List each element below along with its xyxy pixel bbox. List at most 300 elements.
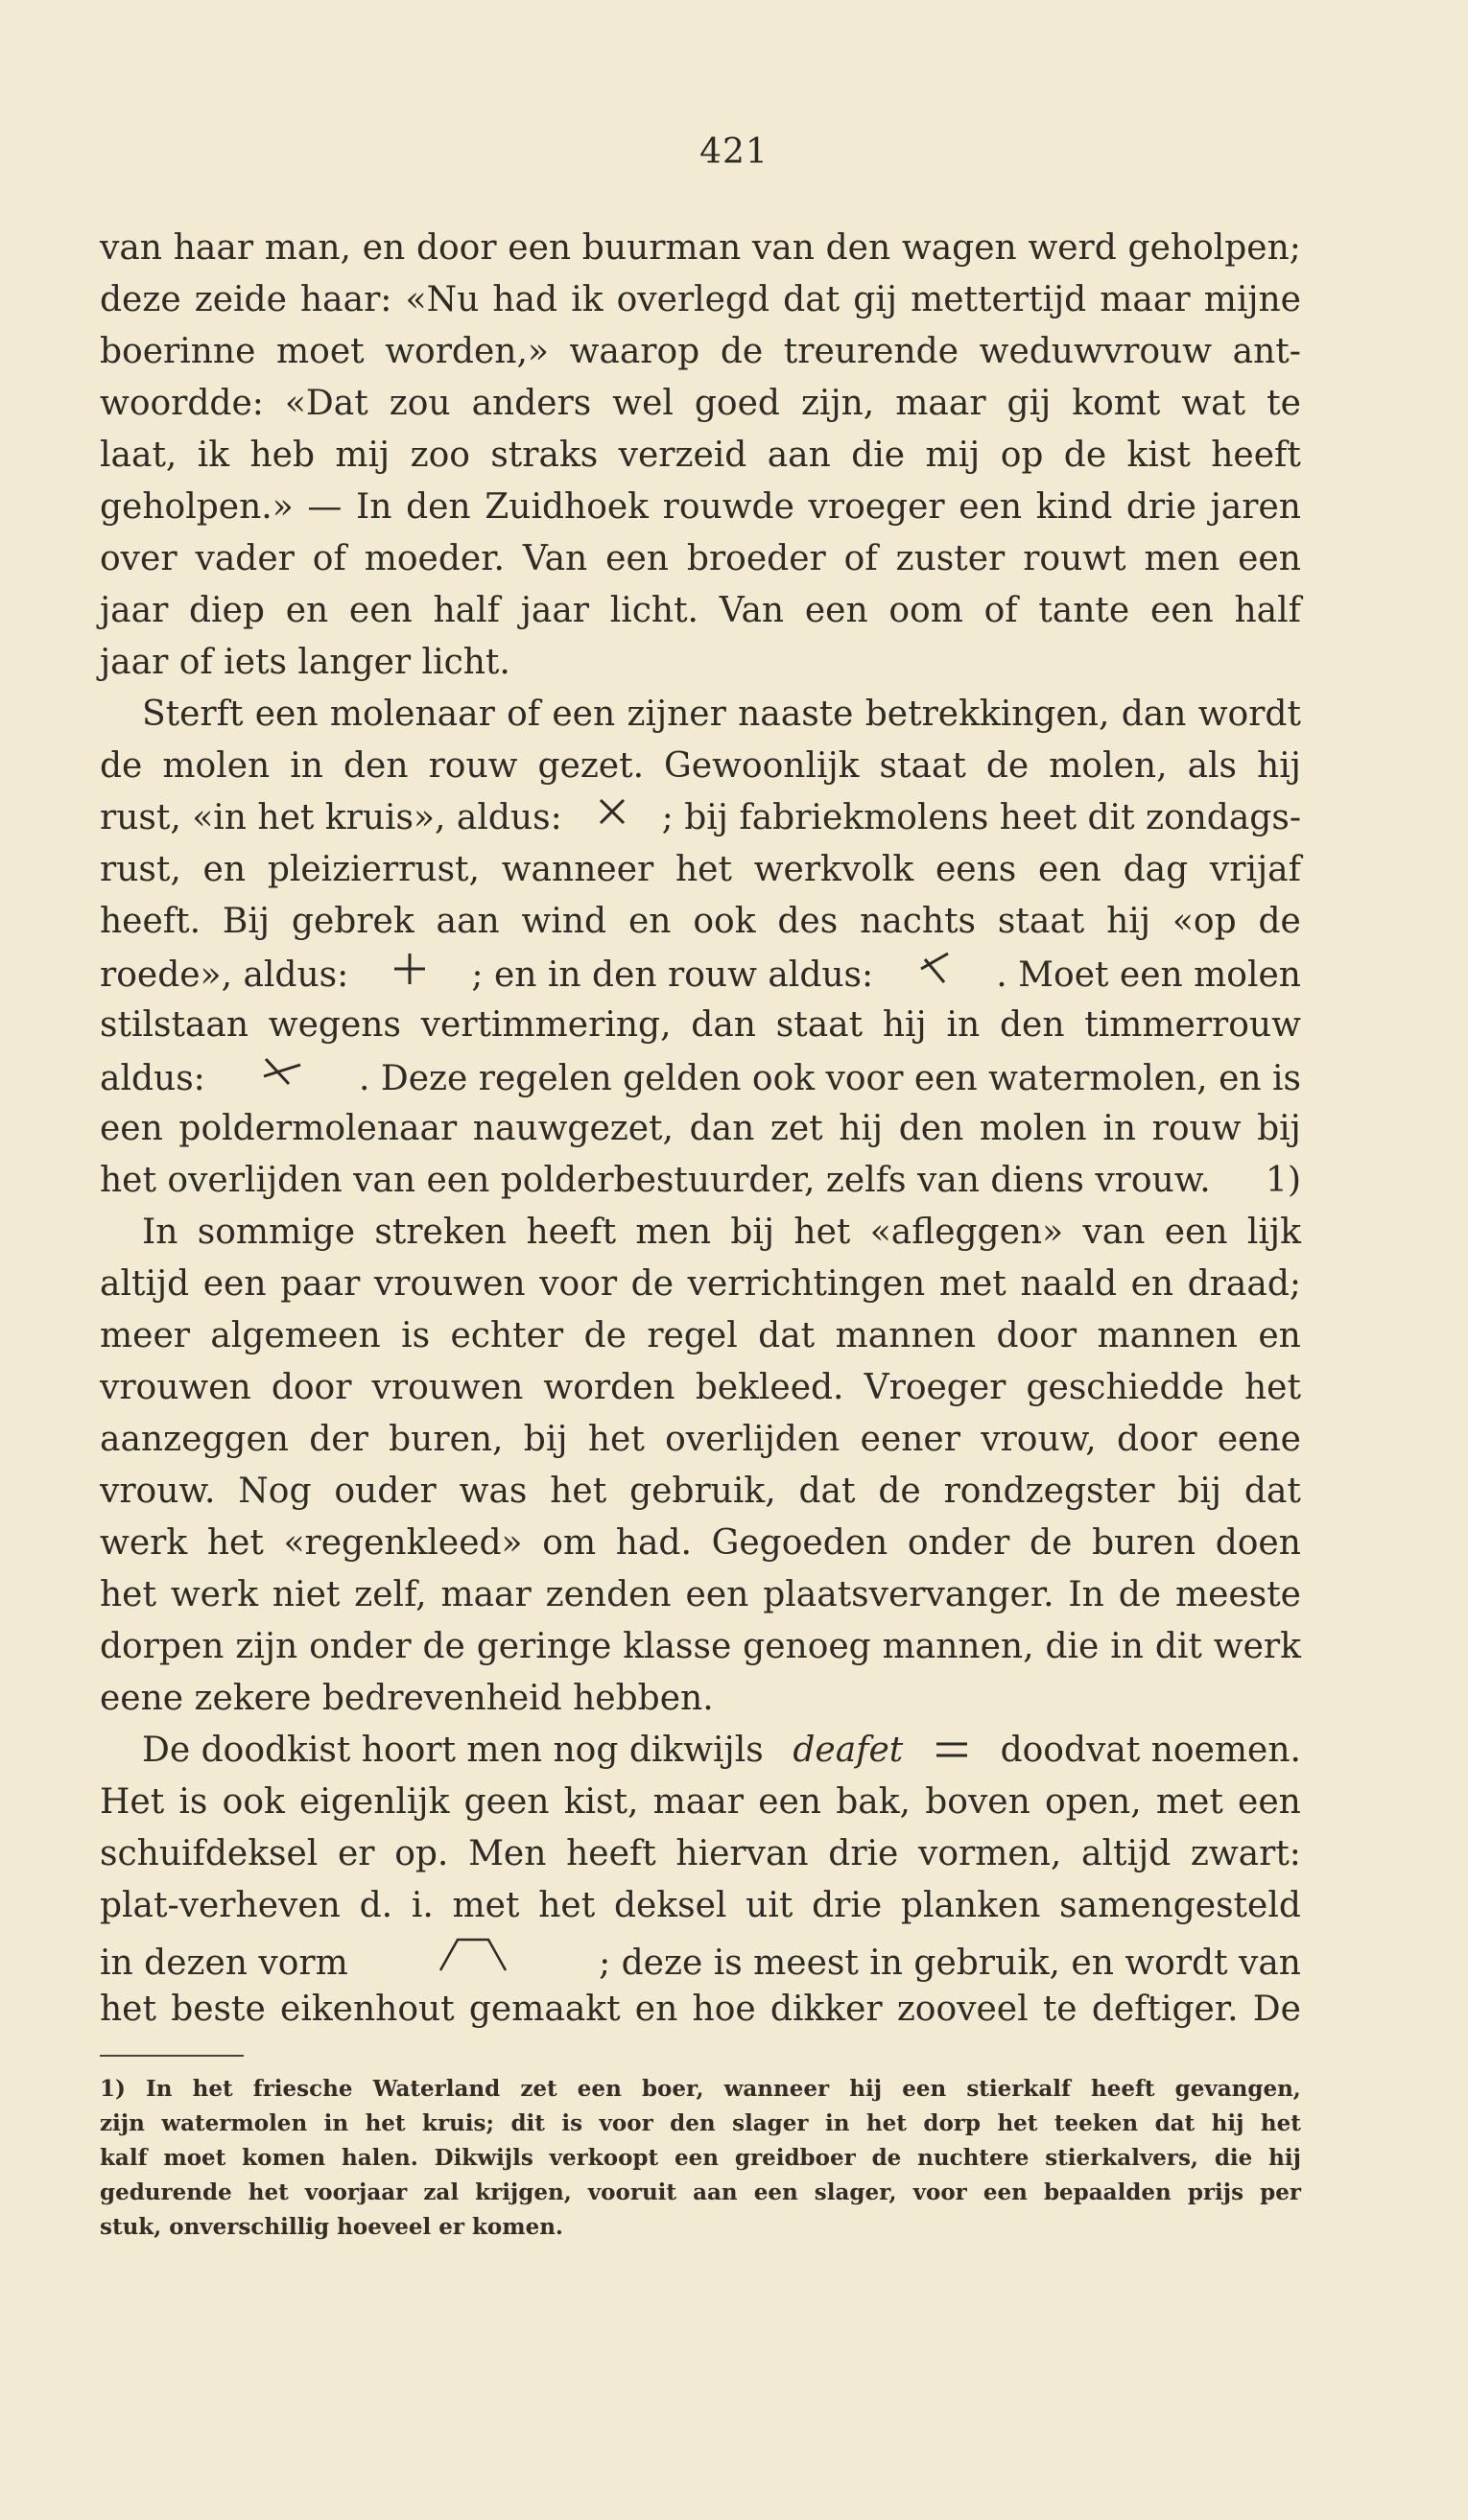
word: hij — [882, 1005, 927, 1045]
word: gezet. — [537, 746, 645, 786]
text-line-with-symbol — [100, 948, 1301, 1000]
word: het — [587, 1420, 645, 1459]
word: is — [561, 2110, 583, 2136]
word: werk — [170, 1575, 259, 1614]
word: ook — [222, 1782, 285, 1822]
word: In — [1068, 1575, 1104, 1614]
word: des — [777, 902, 839, 941]
word: bij — [730, 1213, 775, 1252]
word: staat — [879, 746, 966, 786]
word: van — [1082, 1213, 1146, 1252]
word: maar — [440, 1575, 532, 1614]
word: op. — [394, 1834, 449, 1873]
word: een — [1238, 539, 1301, 578]
word: oom — [888, 591, 963, 630]
word: de — [100, 746, 143, 786]
text-line — [100, 585, 1301, 637]
word: echter — [450, 1316, 564, 1355]
word: In — [356, 487, 392, 527]
footnote-line — [100, 2176, 1301, 2210]
word: zijn, — [800, 384, 875, 423]
word: dat — [1243, 1472, 1301, 1511]
word: molen — [162, 746, 271, 786]
word: plat-verheven — [100, 1886, 341, 1925]
word: hij — [849, 2076, 883, 2102]
word: voorjaar — [304, 2179, 408, 2205]
text-fragment: roede», aldus: — [100, 955, 349, 995]
word: die — [1045, 1627, 1100, 1666]
word: een — [1164, 1213, 1228, 1252]
word: dikker — [770, 1990, 883, 2029]
word: rust, — [100, 850, 181, 889]
word: overlegd — [616, 280, 770, 319]
word: komen — [242, 2145, 326, 2171]
word: genoeg — [743, 1627, 871, 1666]
word: hij — [1106, 902, 1150, 941]
word: beste — [171, 1990, 266, 2029]
word: dat — [783, 280, 841, 319]
word: Men — [468, 1834, 547, 1873]
word: en — [1258, 1316, 1301, 1355]
word: den — [343, 746, 409, 786]
word: drie — [1125, 487, 1196, 527]
text-fragment: rust, «in het kruis», aldus: — [100, 798, 562, 837]
word: het — [865, 2110, 907, 2136]
word: doen — [1215, 1523, 1301, 1563]
word: zet — [770, 1109, 823, 1148]
word: Van — [719, 591, 785, 630]
word: geschiedde — [1026, 1368, 1224, 1407]
word: prijs — [1187, 2179, 1244, 2205]
word: gevangen, — [1174, 2076, 1301, 2102]
text-fragment: doodvat noemen. — [1000, 1731, 1301, 1770]
word: rouwde — [662, 487, 794, 527]
word: den — [406, 487, 471, 527]
word: eene — [1217, 1420, 1301, 1459]
word: het — [1260, 2110, 1301, 2136]
body-text — [100, 223, 1301, 2036]
text-fragment: het overlijden van een polderbestuurder, zelfs van diens vrouw. — [100, 1161, 1211, 1200]
word: dag — [1123, 850, 1189, 889]
word: het — [192, 2076, 233, 2102]
text-line: eene zekere bedrevenheid hebben. — [100, 1679, 714, 1718]
text-line — [100, 274, 1301, 326]
word: zelf, — [354, 1575, 427, 1614]
word: den — [825, 228, 891, 268]
word: heeft — [566, 1834, 656, 1873]
word: aanzeggen — [100, 1420, 289, 1459]
word: slager — [732, 2110, 809, 2136]
word: poldermolenaar — [178, 1109, 458, 1148]
word: friesche — [252, 2076, 353, 2102]
word: vader — [195, 539, 295, 578]
footnote-line — [100, 2141, 1301, 2176]
word: greidboer — [734, 2145, 856, 2171]
text-line — [100, 482, 1301, 533]
word: man, — [264, 228, 351, 268]
word: ik — [571, 280, 604, 319]
word: het — [206, 1523, 264, 1563]
word: bak, — [836, 1782, 911, 1822]
word: een — [552, 695, 616, 734]
word: het — [793, 1213, 851, 1252]
word: wegens — [268, 1005, 401, 1045]
word: vertimmering, — [420, 1005, 672, 1045]
word: met — [938, 1264, 1006, 1304]
word: de — [1118, 1575, 1162, 1614]
text-line — [100, 1518, 1301, 1569]
word: nuchtere — [917, 2145, 1030, 2171]
word: mannen — [1097, 1316, 1238, 1355]
footnote-marker: 1) — [1266, 1161, 1301, 1200]
word: zooveel — [896, 1990, 1029, 2029]
footnote-line — [100, 2107, 1301, 2141]
text-line — [100, 896, 1301, 948]
word: heeft — [1091, 2076, 1155, 2102]
word: vooruit — [587, 2179, 677, 2205]
word: te — [1267, 384, 1301, 423]
word: zwart: — [1190, 1834, 1301, 1873]
word: «afleggen» — [869, 1213, 1064, 1252]
word: rouw — [1151, 1109, 1242, 1148]
word: aan — [436, 902, 500, 941]
word: ouder — [334, 1472, 437, 1511]
word: open, — [1045, 1782, 1142, 1822]
word: het — [365, 2110, 406, 2136]
word: door — [415, 228, 497, 268]
word: wel — [612, 384, 674, 423]
word: Bij — [222, 902, 271, 941]
word: zenden — [545, 1575, 672, 1614]
word: een — [675, 2145, 719, 2171]
word: te — [1042, 1990, 1077, 2029]
word: naald — [1020, 1264, 1117, 1304]
word: door — [271, 1368, 352, 1407]
word: ant- — [1232, 332, 1301, 371]
text-line — [100, 1207, 1301, 1259]
word: het — [100, 1575, 156, 1614]
word: hij — [1257, 746, 1301, 786]
text-fragment: in dezen vorm — [100, 1943, 348, 1983]
text-line — [100, 741, 1301, 792]
text-fragment: . Deze regelen gelden ook voor een watermolen, en is — [359, 1059, 1301, 1098]
text-line — [100, 1103, 1301, 1155]
word: planken — [900, 1886, 1041, 1925]
word: hij — [1268, 2145, 1301, 2171]
word: de — [720, 332, 764, 371]
coffin-lid-icon — [435, 1932, 511, 1974]
word: buren, — [389, 1420, 504, 1459]
word: 1) — [100, 2076, 126, 2102]
text-line-with-symbol — [100, 1051, 1301, 1103]
word: vormen, — [918, 1834, 1062, 1873]
word: per — [1260, 2179, 1301, 2205]
word: samengesteld — [1059, 1886, 1301, 1925]
word: een — [100, 1109, 163, 1148]
word: gebrek — [291, 902, 414, 941]
word: vrouw, — [981, 1420, 1097, 1459]
word: regel — [647, 1316, 738, 1355]
word: of — [312, 539, 346, 578]
word: woordde: — [100, 384, 264, 423]
word: komt — [1072, 384, 1161, 423]
word: i. — [411, 1886, 434, 1925]
word: kist, — [563, 1782, 639, 1822]
text-line: jaar of iets langer licht. — [100, 643, 510, 682]
word: een — [605, 539, 669, 578]
word: geringe — [476, 1627, 612, 1666]
word: gebruik, — [629, 1472, 776, 1511]
word: een — [577, 2076, 622, 2102]
text-line — [100, 1569, 1301, 1621]
word: aan — [693, 2179, 738, 2205]
word: heeft — [526, 1213, 617, 1252]
footnote-line — [100, 2072, 1301, 2107]
word: maar — [1100, 280, 1191, 319]
text-fragment: aldus: — [100, 1059, 205, 1098]
word: drie — [812, 1886, 883, 1925]
word: algemeen — [210, 1316, 381, 1355]
word: geholpen.» — [100, 487, 294, 527]
word: «regenkleed» — [283, 1523, 523, 1563]
word: Van — [522, 539, 588, 578]
word: gedurende — [100, 2179, 232, 2205]
word: over — [100, 539, 178, 578]
word: streken — [374, 1213, 508, 1252]
word: half — [1234, 591, 1301, 630]
word: werk — [100, 1523, 188, 1563]
word: een — [983, 2179, 1028, 2205]
word: zuster — [895, 539, 1006, 578]
mill-cross-icon — [595, 794, 629, 829]
word: stilstaan — [100, 1005, 249, 1045]
word: met — [452, 1886, 520, 1925]
word: plaatsvervanger. — [763, 1575, 1054, 1614]
word: jaar — [520, 591, 589, 630]
word: een — [685, 1575, 749, 1614]
word: goed — [694, 384, 780, 423]
word: door — [996, 1316, 1077, 1355]
word: het — [248, 2179, 289, 2205]
word: zijn — [100, 2110, 145, 2136]
word: in — [1102, 1109, 1137, 1148]
word: staat — [997, 902, 1085, 941]
word: dat — [1154, 2110, 1196, 2136]
word: drie — [828, 1834, 899, 1873]
word: zou — [389, 384, 451, 423]
mill-mourning-icon — [915, 948, 954, 986]
word: meeste — [1174, 1575, 1301, 1614]
word: vrouwen — [373, 1264, 526, 1304]
word: laat, — [100, 436, 178, 475]
word: treurende — [783, 332, 959, 371]
word: dit — [510, 2110, 545, 2136]
word: werkvolk — [753, 850, 914, 889]
text-line-with-symbol — [100, 1725, 1301, 1777]
word: weduwvrouw — [979, 332, 1213, 371]
footnote-line: stuk, onverschillig hoeveel er komen. — [100, 2214, 563, 2240]
word: dan — [1121, 695, 1187, 734]
page-number: 421 — [699, 132, 769, 172]
word: mij — [335, 436, 391, 475]
word: hiervan — [675, 1834, 809, 1873]
word: heeft — [1211, 436, 1301, 475]
text-line — [100, 1828, 1301, 1880]
word: boven — [925, 1782, 1030, 1822]
word: d. — [359, 1886, 393, 1925]
word: is — [178, 1782, 208, 1822]
text-line — [100, 1621, 1301, 1673]
text-line — [100, 1777, 1301, 1828]
word: haar: — [299, 280, 392, 319]
word: verkoopt — [549, 2145, 659, 2171]
word: heeft. — [100, 902, 201, 941]
word: uit — [746, 1886, 793, 1925]
word: Vroeger — [864, 1368, 1006, 1407]
word: er — [338, 1834, 375, 1873]
word: mijne — [1203, 280, 1301, 319]
word: tante — [1038, 591, 1130, 630]
word: klasse — [623, 1627, 732, 1666]
word: boerinne — [100, 332, 256, 371]
text-line — [100, 1414, 1301, 1466]
word: het — [538, 1886, 596, 1925]
word: gij — [853, 280, 897, 319]
word: jaren — [1210, 487, 1301, 527]
word: jaar — [100, 591, 169, 630]
word: zal — [423, 2179, 460, 2205]
word: licht. — [609, 591, 699, 630]
word: vrijaf — [1209, 850, 1301, 889]
word: zijner — [627, 695, 726, 734]
word: moet — [276, 332, 365, 371]
word: heb — [249, 436, 316, 475]
word: kist — [1126, 436, 1191, 475]
word: zoo — [410, 436, 470, 475]
word: die — [851, 436, 906, 475]
word: is — [401, 1316, 431, 1355]
word: sommige — [197, 1213, 356, 1252]
word: de — [422, 1627, 465, 1666]
word: een — [804, 591, 868, 630]
word: een — [902, 2076, 947, 2102]
word: bij — [523, 1420, 568, 1459]
word: pleizierrust, — [267, 850, 480, 889]
word: bepaalden — [1043, 2179, 1172, 2205]
word: mettertijd — [911, 280, 1087, 319]
footnote — [100, 2072, 1301, 2245]
text-line-with-symbol — [100, 1155, 1301, 1207]
word: Waterland — [372, 2076, 501, 2102]
word: Dikwijls — [434, 2145, 533, 2171]
text-fragment: ; en in den rouw aldus: — [471, 955, 874, 995]
word: boer, — [641, 2076, 704, 2102]
word: onder — [907, 1523, 1010, 1563]
word: een — [1238, 1782, 1301, 1822]
text-line — [100, 1000, 1301, 1051]
word: maar — [895, 384, 986, 423]
word: wat — [1181, 384, 1246, 423]
word: eener — [860, 1420, 960, 1459]
text-line — [100, 1259, 1301, 1310]
word: een — [959, 487, 1023, 527]
word: altijd — [100, 1264, 190, 1304]
word: aan — [767, 436, 831, 475]
word: bij — [1177, 1472, 1222, 1511]
word: geen — [463, 1782, 550, 1822]
word: en — [202, 850, 247, 889]
word: paar — [280, 1264, 361, 1304]
mill-plus-icon — [391, 952, 429, 986]
word: dorpen — [100, 1627, 225, 1666]
word: men — [635, 1213, 712, 1252]
word: dan — [691, 1005, 756, 1045]
word: vrouwen — [100, 1368, 251, 1407]
word: mannen — [835, 1316, 977, 1355]
word: rondzegster — [943, 1472, 1155, 1511]
word: broeder — [686, 539, 826, 578]
word: een — [348, 591, 413, 630]
text-line — [100, 1362, 1301, 1414]
word: den — [898, 1109, 964, 1148]
word: krijgen, — [475, 2179, 572, 2205]
word: wordt — [1197, 695, 1301, 734]
word: en — [1130, 1264, 1174, 1304]
word: hij — [839, 1109, 884, 1148]
word: voor — [539, 1264, 618, 1304]
word: worden,» — [385, 332, 549, 371]
word: vrouw. — [100, 1472, 216, 1511]
word: het — [675, 850, 732, 889]
word: of — [983, 591, 1018, 630]
word: ik — [197, 436, 230, 475]
text-line — [100, 1466, 1301, 1518]
word: niet — [272, 1575, 341, 1614]
word: dorp — [923, 2110, 981, 2136]
word: werd — [1028, 228, 1117, 268]
word: diep — [189, 591, 265, 630]
text-line — [100, 533, 1301, 585]
word: naaste — [738, 695, 854, 734]
text-line — [100, 326, 1301, 378]
word: vroeger — [808, 487, 945, 527]
word: straks — [490, 436, 599, 475]
word: in — [323, 2110, 349, 2136]
word: wind — [521, 902, 607, 941]
word: slager, — [814, 2179, 897, 2205]
word: moet — [163, 2145, 226, 2171]
word: de — [1063, 436, 1107, 475]
word: of — [843, 539, 878, 578]
word: het — [1243, 1368, 1301, 1407]
word: kind — [1035, 487, 1113, 527]
word: in — [1110, 1627, 1144, 1666]
word: «op — [1172, 902, 1237, 941]
word: overlijden — [665, 1420, 841, 1459]
word: met — [1155, 1782, 1223, 1822]
word: ook — [693, 902, 756, 941]
word: om — [542, 1523, 597, 1563]
word: nachts — [860, 902, 977, 941]
word: zeide — [194, 280, 287, 319]
word: deze — [100, 280, 181, 319]
text-line — [100, 223, 1301, 274]
text-fragment: ; deze is meest in gebruik, en wordt van — [599, 1943, 1301, 1983]
word: hoe — [692, 1990, 756, 2029]
word: nauwgezet, — [472, 1109, 674, 1148]
word: een — [1149, 591, 1214, 630]
word: dan — [689, 1109, 755, 1148]
